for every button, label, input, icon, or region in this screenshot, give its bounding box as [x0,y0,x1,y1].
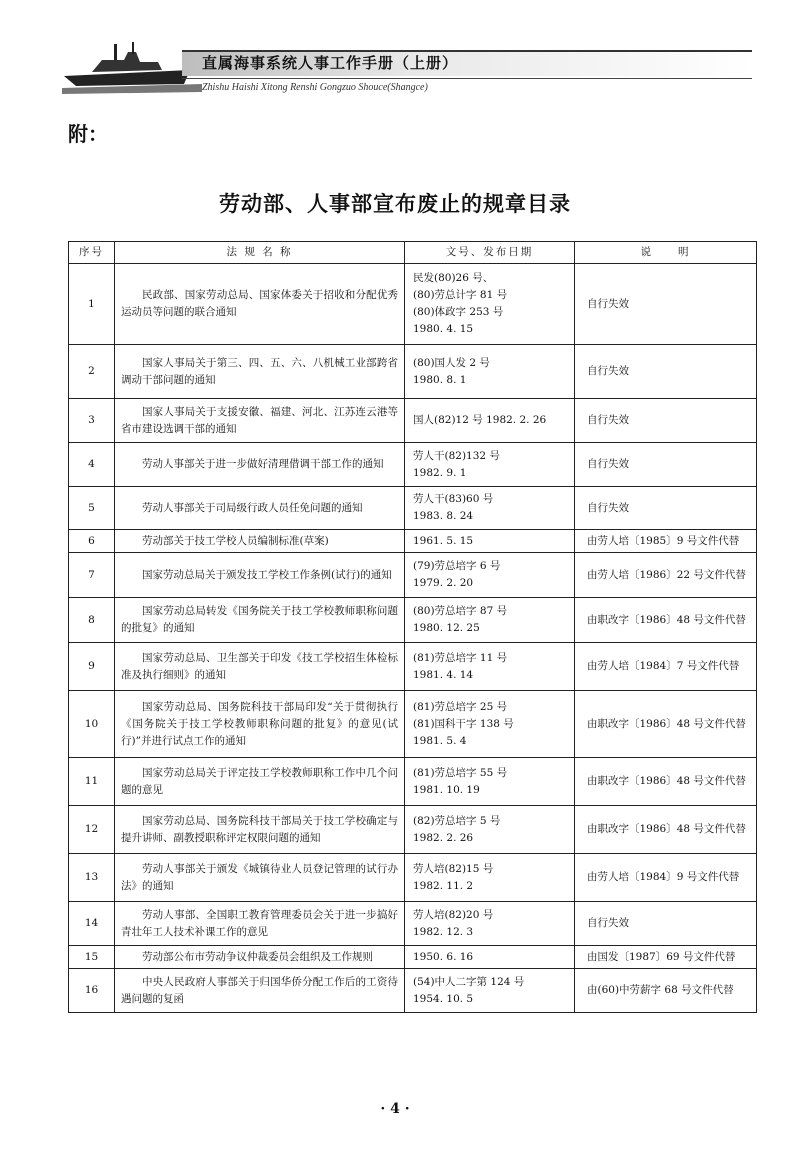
remark: 由职改字〔1986〕48 号文件代替 [575,806,757,854]
doc-number-line: 1961. 5. 15 [413,534,474,547]
doc-number-date [405,443,575,487]
doc-number-date [405,399,575,443]
table-body [69,264,757,1013]
remark: 由国发〔1987〕69 号文件代替 [575,946,757,969]
header-doc-number-date: 文号、发布日期 [405,242,575,264]
doc-number-date [405,643,575,691]
table-row [69,758,757,806]
doc-number-date [405,854,575,902]
header-number: 序号 [69,242,115,264]
row-number: 16 [69,969,115,1013]
row-number: 2 [69,345,115,399]
remark: 自行失效 [575,487,757,530]
doc-number-line: 1982. 12. 3 [413,925,474,938]
table-row [69,806,757,854]
remark: 由职改字〔1986〕48 号文件代替 [575,758,757,806]
regulation-name: 国家劳动总局关于评定技工学校教师职称工作中几个问题的意见 [115,758,405,806]
regulation-name: 国家劳动总局、国务院科技干部局印发“关于贯彻执行《国务院关于技工学校教师职称问题的批复》的意见(试行)”并进行试点工作的通知 [115,691,405,758]
remark: 由(60)中劳薪字 68 号文件代替 [575,969,757,1013]
header-title: 直属海事系统人事工作手册（上册） [202,54,459,72]
table-row [69,691,757,758]
doc-number-line: 劳人培(82)15 号 [413,862,494,875]
doc-number-date [405,969,575,1013]
doc-number-line: (80)体政字 253 号 [413,306,504,318]
doc-number-line: (81)劳总培字 11 号 [413,651,508,664]
doc-number-line: 劳人干(82)132 号 [413,449,500,462]
doc-number-line: 1980. 8. 1 [413,373,467,386]
regulation-name: 劳动人事部关于司局级行政人员任免问题的通知 [115,487,405,530]
attachment-label: 附： [68,122,108,146]
regulation-name: 劳动部公布市劳动争议仲裁委员会组织及工作规则 [115,946,405,969]
doc-number-line: (81)国科干字 138 号 [413,717,514,730]
doc-number-line: 劳人培(82)20 号 [413,908,494,921]
table-row [69,643,757,691]
table-row [69,264,757,345]
remark: 由劳人培〔1984〕9 号文件代替 [575,854,757,902]
row-number: 1 [69,264,115,345]
table-row [69,487,757,530]
doc-number-line: 1982. 11. 2 [413,879,474,892]
page-header [62,40,752,100]
table-row [69,553,757,598]
regulation-name: 国家劳动总局、国务院科技干部局关于技工学校确定与提升讲师、副教授职称评定权限问题的通知 [115,806,405,854]
row-number: 13 [69,854,115,902]
regulation-name: 中央人民政府人事部关于归国华侨分配工作后的工资待遇问题的复函 [115,969,405,1013]
remark: 自行失效 [575,902,757,946]
row-number: 4 [69,443,115,487]
row-number: 11 [69,758,115,806]
doc-number-date [405,598,575,643]
doc-number-line: 1950. 6. 16 [413,950,474,963]
table-row [69,969,757,1013]
row-number: 8 [69,598,115,643]
doc-number-date [405,345,575,399]
doc-number-line: 1982. 2. 26 [413,831,474,844]
remark: 由劳人培〔1986〕22 号文件代替 [575,553,757,598]
doc-number-line: (80)劳总计字 81 号 [413,289,508,301]
doc-number-line: (79)劳总培字 6 号 [413,560,501,572]
regulation-name: 劳动人事部关于进一步做好清理借调干部工作的通知 [115,443,405,487]
page-number: · 4 · [380,1101,410,1117]
doc-number-line: (54)中人二字第 124 号 [413,975,525,988]
doc-number-date [405,264,575,345]
doc-number-line: (80)劳总培字 87 号 [413,605,508,617]
row-number: 9 [69,643,115,691]
regulations-table [68,241,757,1013]
regulation-name: 劳动人事部关于颁发《城镇待业人员登记管理的试行办法》的通知 [115,854,405,902]
doc-number-date [405,691,575,758]
remark: 自行失效 [575,399,757,443]
doc-number-line: (81)劳总培字 25 号 [413,700,508,713]
table-header-row [69,242,757,264]
remark: 由劳人培〔1985〕9 号文件代替 [575,530,757,553]
regulation-name: 国家人事局关于第三、四、五、六、八机械工业部跨省调动干部问题的通知 [115,345,405,399]
header-regulation-name: 法 规 名 称 [115,242,405,264]
row-number: 6 [69,530,115,553]
header-subtitle: Zhishu Haishi Xitong Renshi Gongzuo Shouce(Shangce) [202,82,428,93]
row-number: 12 [69,806,115,854]
remark: 由职改字〔1986〕48 号文件代替 [575,598,757,643]
table-row [69,854,757,902]
table-row [69,399,757,443]
doc-number-line: (82)劳总培字 5 号 [413,814,501,827]
remark: 自行失效 [575,443,757,487]
doc-number-line: 1981. 10. 19 [413,783,480,796]
doc-number-date [405,806,575,854]
doc-number-date [405,553,575,598]
ship-icon [62,40,202,95]
row-number: 3 [69,399,115,443]
header-divider [182,78,752,79]
remark: 由劳人培〔1984〕7 号文件代替 [575,643,757,691]
row-number: 14 [69,902,115,946]
regulation-name: 国家人事局关于支援安徽、福建、河北、江苏连云港等省市建设选调干部的通知 [115,399,405,443]
row-number: 15 [69,946,115,969]
doc-number-date [405,946,575,969]
header-remarks: 说 明 [575,242,757,264]
doc-number-line: 1981. 5. 4 [413,734,467,747]
doc-number-date [405,758,575,806]
doc-number-line: (81)劳总培字 55 号 [413,766,508,779]
table-row [69,902,757,946]
doc-number-line: 1983. 8. 24 [413,510,474,522]
doc-number-line: 1982. 9. 1 [413,466,467,479]
doc-number-line: 1954. 10. 5 [413,992,474,1005]
doc-number-line: (80)国人发 2 号 [413,356,490,369]
regulation-name: 民政部、国家劳动总局、国家体委关于招收和分配优秀运动员等问题的联合通知 [115,264,405,345]
doc-number-line: 劳人干(83)60 号 [413,493,494,505]
doc-number-line: 1980. 4. 15 [413,323,474,335]
regulation-name: 国家劳动总局、卫生部关于印发《技工学校招生体检标准及执行细则》的通知 [115,643,405,691]
regulation-name: 国家劳动总局转发《国务院关于技工学校教师职称问题的批复》的通知 [115,598,405,643]
doc-number-date [405,530,575,553]
remark: 自行失效 [575,264,757,345]
table-row [69,946,757,969]
regulation-name: 劳动部关于技工学校人员编制标准(草案) [115,530,405,553]
remark: 由职改字〔1986〕48 号文件代替 [575,691,757,758]
doc-number-date [405,487,575,530]
row-number: 10 [69,691,115,758]
regulation-name: 国家劳动总局关于颁发技工学校工作条例(试行)的通知 [115,553,405,598]
table-row [69,598,757,643]
document-title: 劳动部、人事部宣布废止的规章目录 [219,192,571,216]
row-number: 5 [69,487,115,530]
table-row [69,530,757,553]
row-number: 7 [69,553,115,598]
remark: 自行失效 [575,345,757,399]
doc-number-line: 1979. 2. 20 [413,577,474,589]
doc-number-date [405,902,575,946]
doc-number-line: 1980. 12. 25 [413,622,480,634]
table-row [69,443,757,487]
doc-number-line: 国人(82)12 号 1982. 2. 26 [413,414,547,426]
regulation-name: 劳动人事部、全国职工教育管理委员会关于进一步搞好青壮年工人技术补课工作的意见 [115,902,405,946]
table-row [69,345,757,399]
doc-number-line: 1981. 4. 14 [413,668,474,681]
doc-number-line: 民发(80)26 号、 [413,272,494,284]
